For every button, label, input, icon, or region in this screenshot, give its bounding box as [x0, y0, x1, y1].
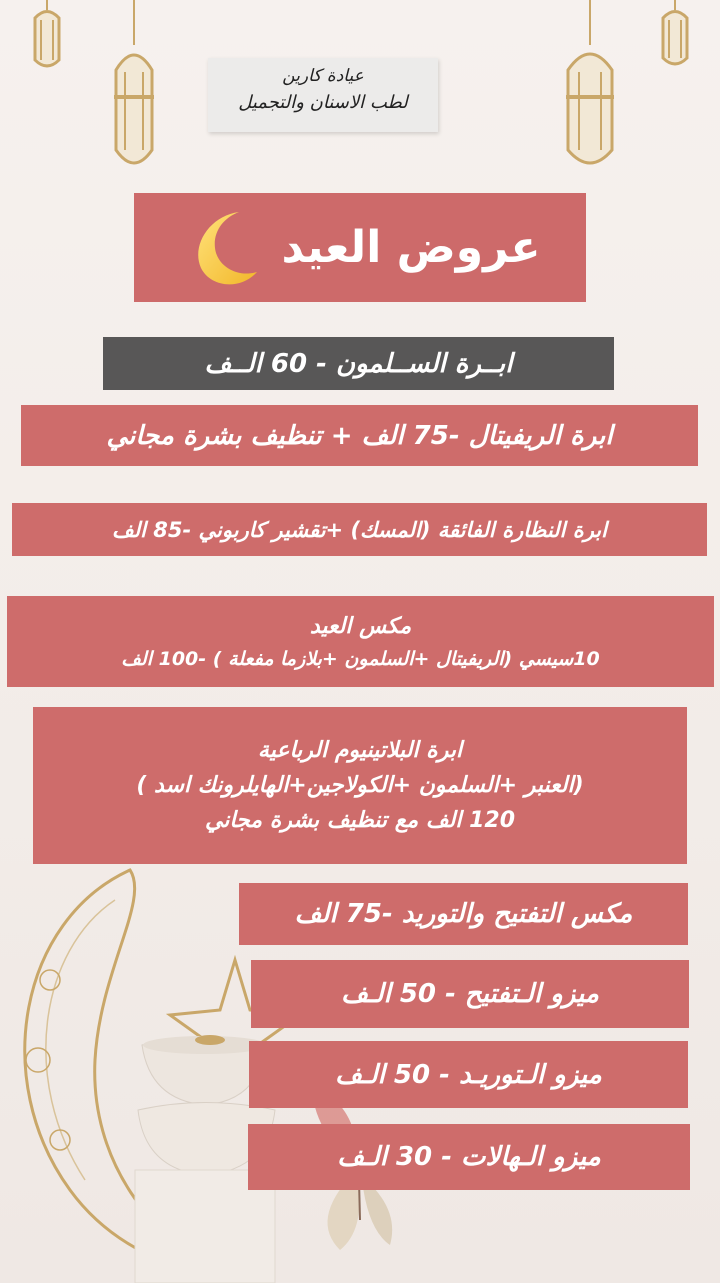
clinic-name: عيادة كارين	[282, 66, 364, 86]
lantern-right-small-icon	[658, 0, 692, 72]
offer-text: ابرة الريفيتال -75 الف + تنظيف بشرة مجاني	[106, 420, 613, 451]
offer-meso-rosy	[249, 1041, 688, 1108]
offer-price: 120 الف مع تنظيف بشرة مجاني	[204, 808, 516, 834]
offer-text: ميزو الـتوريـد - 50 الـف	[335, 1059, 602, 1090]
eid-offers-title-banner	[134, 193, 586, 302]
clinic-specialty: لطب الاسنان والتجميل	[238, 92, 408, 113]
offer-heading: مكس العيد	[309, 613, 412, 639]
offer-text: ابــرة الســلمون - 60 الــف	[204, 348, 513, 379]
offer-meso-whitening	[251, 960, 689, 1028]
offer-whitening-rosy-mix	[239, 883, 688, 945]
offer-text: ميزو الـهالات - 30 الـف	[337, 1142, 601, 1172]
offer-details: 10سيسي (الريفيتال +السلمون +بلازما مفعلة ) -100 الف	[121, 647, 600, 670]
page-title: عروض العيد	[281, 222, 541, 273]
offer-text: ميزو الـتفتيح - 50 الـف	[341, 979, 599, 1009]
offer-super-glow	[12, 503, 707, 556]
offer-platinum	[33, 707, 687, 864]
lantern-left-large-icon	[106, 0, 162, 178]
crescent-moon-icon	[179, 206, 263, 290]
offer-revitale	[21, 405, 698, 466]
offer-text: ابرة النظارة الفائقة (المسك) +تقشير كاربوني -85 الف	[111, 517, 607, 542]
offer-meso-dark-circles	[248, 1124, 690, 1190]
lantern-left-small-icon	[30, 0, 64, 75]
offer-heading: ابرة البلاتينيوم الرباعية	[257, 737, 463, 763]
offer-text: مكس التفتيح والتوريد -75 الف	[294, 899, 633, 929]
clinic-name-card	[208, 58, 438, 132]
offer-details: (العنبر +السلمون +الكولاجين+الهايلرونك اسد )	[136, 772, 584, 798]
offer-eid-mix	[7, 596, 714, 687]
offer-salmon	[103, 337, 614, 390]
lantern-right-large-icon	[558, 0, 622, 178]
